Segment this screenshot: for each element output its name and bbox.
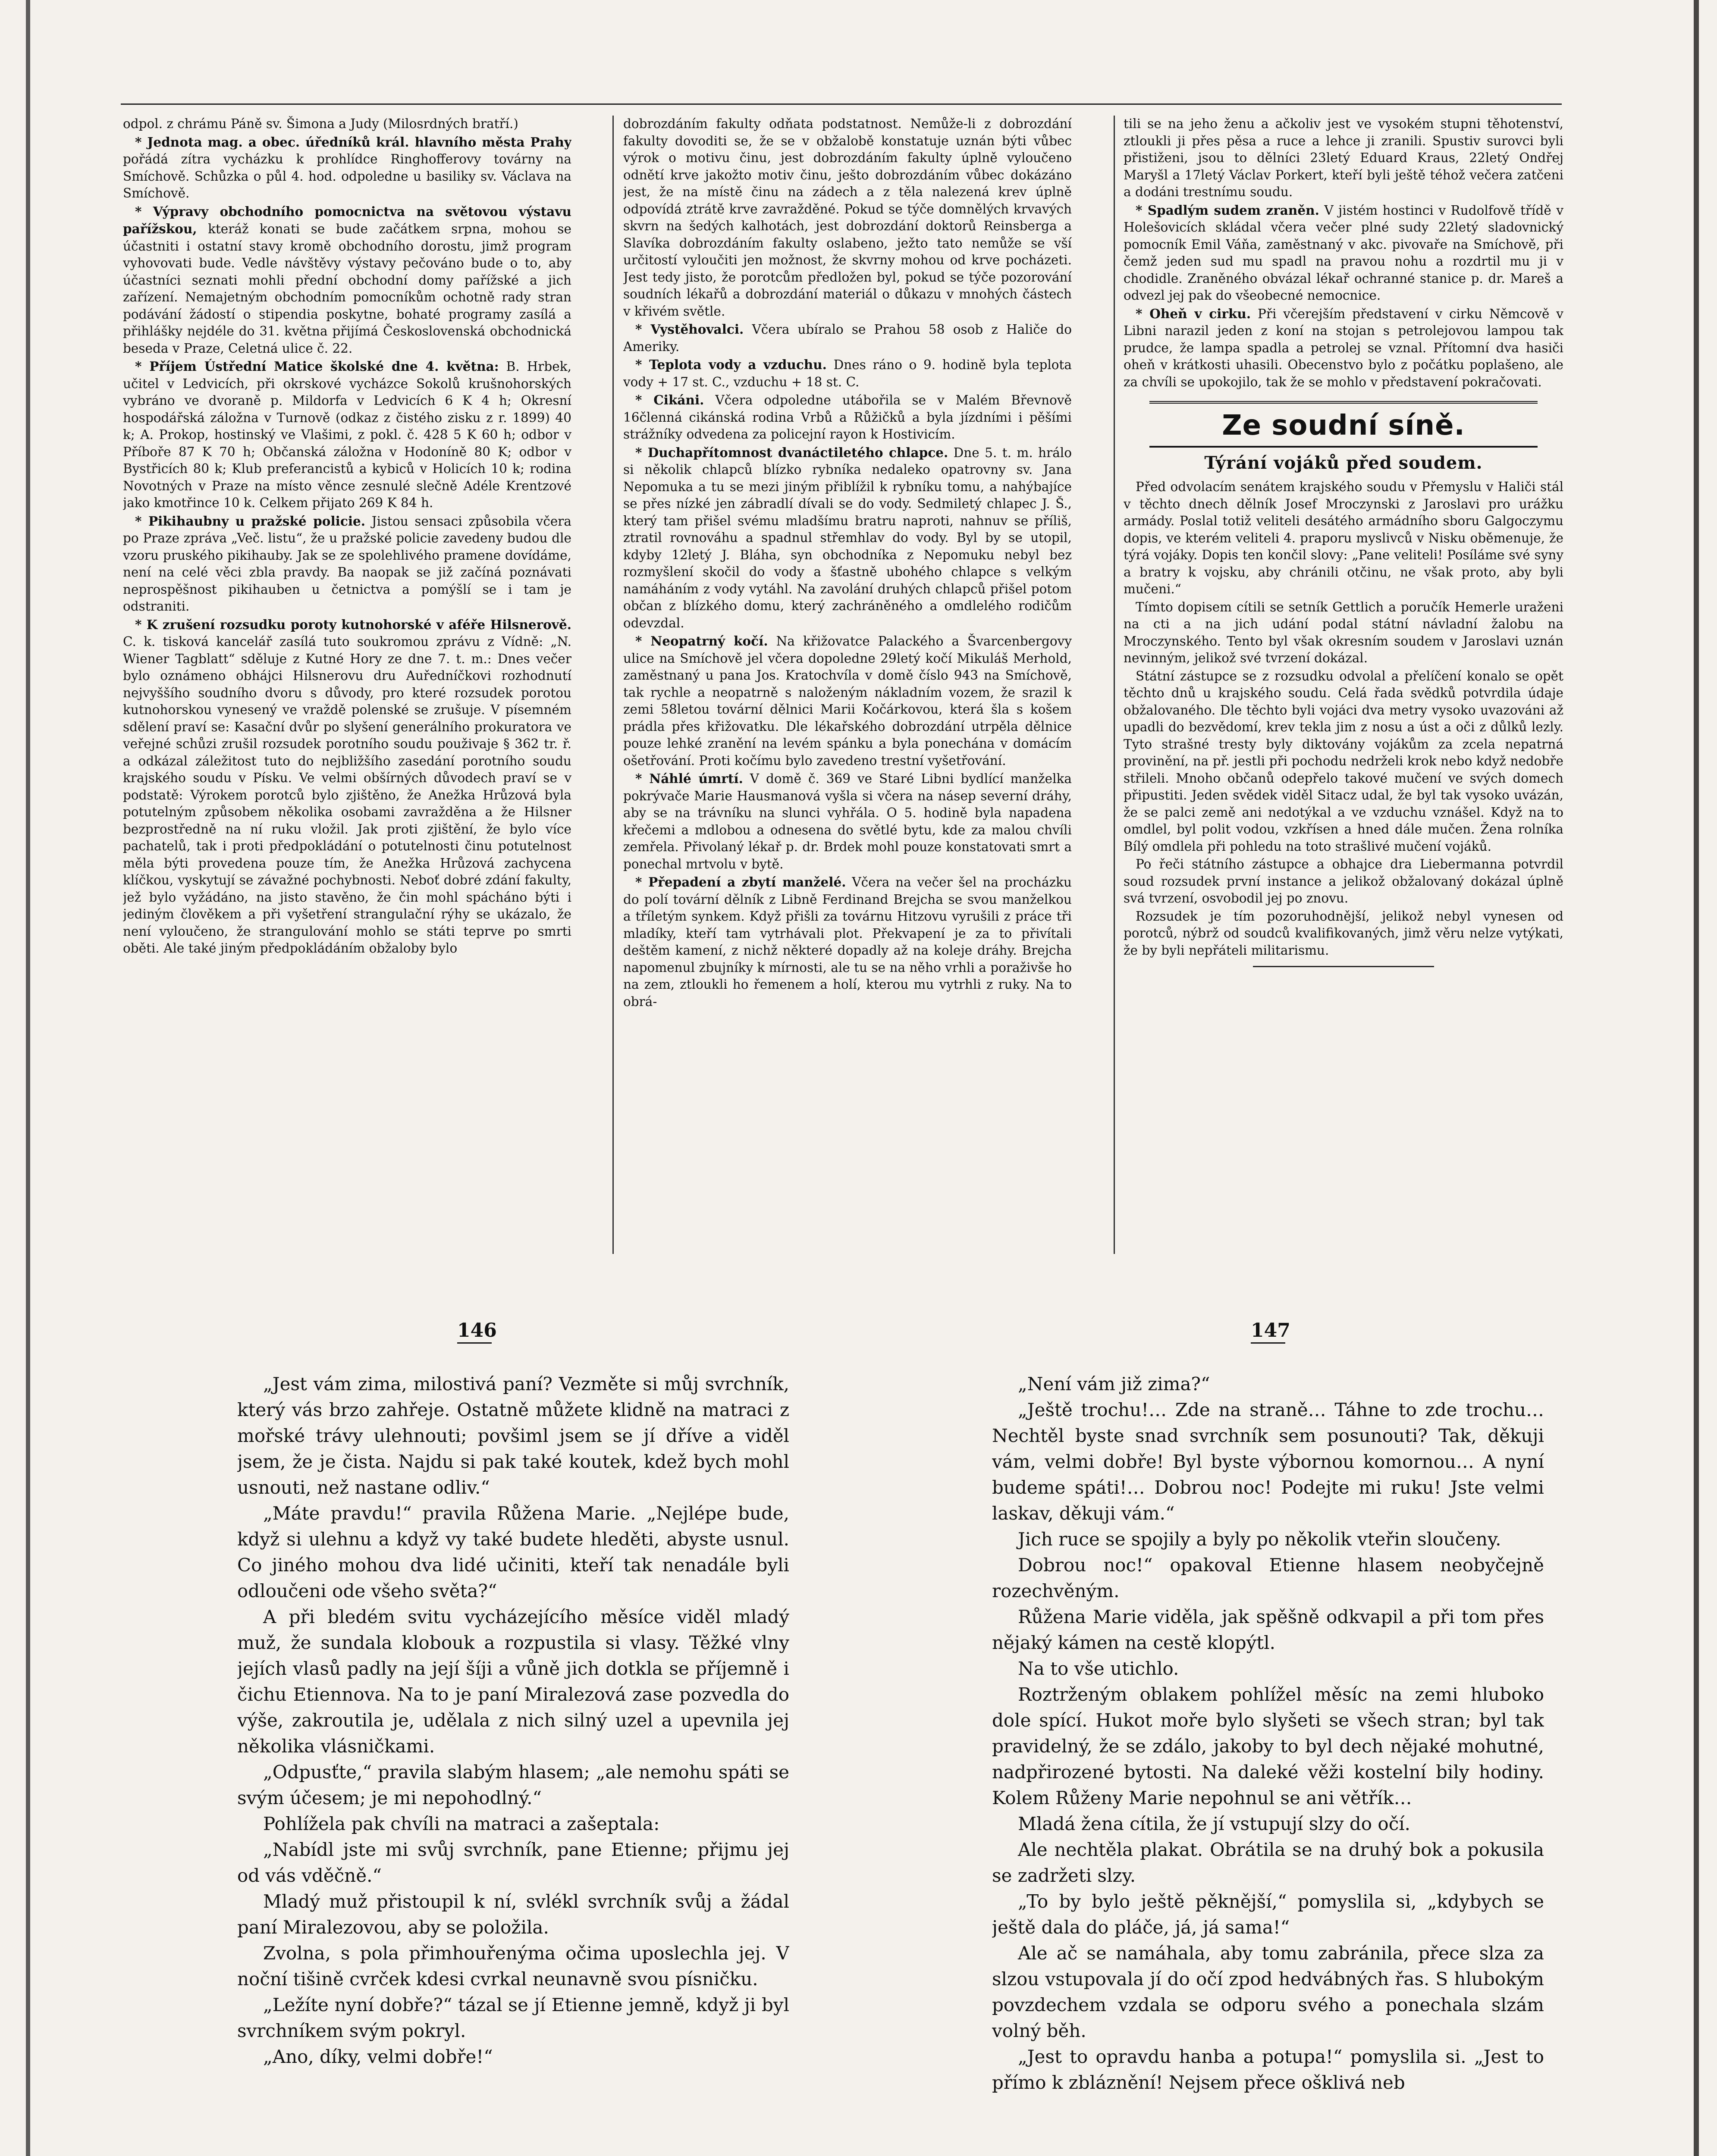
court-article-title: Týrání vojáků před soudem.: [1204, 453, 1483, 473]
news-item-heading: * Jednota mag. a obec. úředníků král. hlavního města Prahy: [135, 134, 571, 150]
news-item: [1124, 116, 1563, 201]
news-column-3: [1124, 116, 1563, 1254]
book-paragraph: „Jest vám zima, milostivá paní? Vezměte si můj svrchník, který vás brzo zahřeje. Ostatně můžete klidně na matraci z mořské trávy ulehnouti; povšiml jsem se jí dříve a viděl jsem, že je čista. Najdu si pak také koutek, kdež bych mohl usnouti, než nastane odliv.“: [237, 1373, 789, 1498]
column-end-rule: [1253, 966, 1434, 967]
book-paragraph: „Není vám již zima?“: [1018, 1373, 1210, 1395]
page-number-right: [1251, 1319, 1290, 1344]
section-header: [1149, 401, 1538, 448]
news-item: [623, 874, 1072, 1010]
news-item-text: Včera ubíralo se Prahou 58 osob z Haliče do Ameriky.: [623, 322, 1072, 354]
news-item-heading: * Spadlým sudem zraněn.: [1136, 202, 1319, 218]
news-item-text: Jistou sensaci způsobila včera po Praze zpráva „Več. listu“, že u pražské policie zavedeny budou dle vzoru pruského pikihauby. Jak se ze spolehlivého pramene dovídáme, není na celé věci zbla pravdy. Ba naopak se již začíná poznávati neprospěšnost pikihauben u četnictva a pomýšlí se i tam je odstraniti.: [123, 514, 571, 614]
book-paragraph: Na to vše utichlo.: [1018, 1658, 1179, 1679]
top-rule: [121, 103, 1562, 105]
news-item: [623, 444, 1072, 632]
news-item: [623, 321, 1072, 355]
newspaper-clipping: [123, 116, 1563, 1254]
column-divider: [1114, 116, 1115, 1254]
news-item-text: odpol. z chrámu Páně sv. Šimona a Judy (Milosrdných bratří.): [123, 116, 518, 131]
news-item-text: Dnes ráno o 9. hodině byla teplota vody + 17 st. C., vzduchu + 18 st. C.: [623, 357, 1072, 389]
news-item-text: tili se na jeho ženu a ačkoliv jest ve vysokém stupni těhotenství, ztloukli ji přes pěsa a ruce a lehce ji zranili. Spustiv surovci byli přistiženi, jsou to dělníci 23letý Eduard Kraus, 22letý Ondřej Maryšl a 17letý Václav Porkert, kteří byli ještě téhož večera zatčeni a dodáni trestnímu soudu.: [1124, 116, 1563, 199]
news-item: [623, 356, 1072, 391]
news-item-text: Dne 5. t. m. hrálo si několik chlapců blízko rybníka nedaleko opatrovny sv. Jana Nepomuka a tu se mezi jiným přiblížil k rybníku tomu, a nahýbajíce se přes nízké jen zábradlí dívali se do vody. Sedmiletý chlapec J. Š., který tam přišel svému mladšímu bratru naproti, nahnuv se příliš, ztratil rovnováhu a spadnul střemhlav do vody. Byl by se utopil, kdyby 12letý J. Bláha, syn obchodníka z Nepomuku nebyl bez rozmyšlení skočil do vody a šťastně ubohého chlapce s velkým namáháním z vody vytáhl. Na zavolání druhých chlapců přišel potom občan z blízkého domu, který zachráněného a omdlelého rodičům odevzdal.: [623, 445, 1072, 630]
court-paragraph: Před odvolacím senátem krajského soudu v Přemyslu v Haliči stál v těchto dnech dělník Josef Mroczynski z Jaroslavi pro urážku armády. Poslal totiž veliteli desátého armádního sboru Galgoczymu dopis, ve kterém veliteli 4. praporu myslivců v Nisku oběmenuje, že týrá vojáky. Dopis ten končil slovy: „Pane veliteli! Posíláme své syny a bratry k vojsku, aby chránili otčinu, ne však proto, aby byli mučeni.“: [1124, 479, 1563, 596]
court-paragraph: Tímto dopisem cítili se setník Gettlich a poručík Hemerle uraženi na cti a na jich udání podal státní návladní žalobu na Mroczynského. Tento byl však okresním soudem v Jaroslavi uznán nevinným, jelikož své tvrzení dokázal.: [1124, 599, 1563, 665]
scan-right-edge: [1694, 0, 1699, 2156]
book-paragraph: Dobrou noc!“ opakoval Etienne hlasem neobyčejně rozechvěným.: [992, 1554, 1544, 1601]
news-item-text: C. k. tisková kancelář zasílá tuto soukromou zprávu z Vídně: „N. Wiener Tagblatt“ sděluje z Kutné Hory ze dne 7. t. m.: Dnes večer bylo oznámeno obhájci Hilsnerovu dru Auředníčkovi rozhodnutí nejvyššího soudního dvoru s důvody, pro které rozsudek porotou kutnohorskou vynesený ve vraždě polenské se zrušuje. V písemném sdělení praví se: Kasační dvůr po slyšení generálního prokuratora ve veřejné schůzi zrušil rozsudek porotního soudu použivaje § 362 tr. ř. a odkázal záležitost tuto do nejbližšího zasedání porotního soudu krajského soudu v Písku. Ve velmi obšírných důvodech praví se v podstatě: Výrokem porotců bylo zjištěno, že Anežka Hrůzová byla potutelným způsobem několika osobami zavražděna a že Hilsner bezprostředně na ní ruku vložil. Jak proti zjištění, že bylo více pachatelů, tak i proti předpokládání o potutelnosti činu potutelnost měla býti provedena pouze tím, že Anežka Hrůzová zachycena klíčkou, vyskytují se závažné pochybnosti. Neboť dobré zdání fakulty, jež bylo vyžádáno, na jisto stavěno, že čin mohl spácháno býti i jediným člověkem a při vyšetření strangulační rýhy se ukázalo, že není vyloučeno, že strangulování mohlo se státi teprve po smrti oběti. Ale také jiným předpokládáním obžaloby bylo: [123, 634, 571, 956]
page-number-left: [457, 1319, 497, 1344]
news-item-heading: * Neopatrný kočí.: [635, 633, 768, 649]
book-paragraph: Mladý muž přistoupil k ní, svlékl svrchník svůj a žádal paní Miralezovou, aby se položila.: [237, 1891, 789, 1938]
news-item-text: Včera na večer šel na procházku do polí tovární dělník z Libně Ferdinand Brejcha se svou manželkou a tříletým synkem. Když přišli za továrnu Hitzovu vyrušili z práce tři mladíky, kteří tam vytrhávali plot. Překvapení je za to přivítali deštěm kamení, z nichž některé dopadly až na koleje dráhy. Brejcha napomenul zbujníky k mírnosti, ale tu se na něho vrhli a poraživše ho na zem, ztloukli ho řemenem a holí, kterou mu vytrhli z ruky. Na to obrá-: [623, 875, 1072, 1009]
news-column-1: [123, 116, 571, 1254]
book-paragraph: Růžena Marie viděla, jak spěšně odkvapil a při tom přes nějaký kámen na cestě klopýtl.: [992, 1606, 1544, 1653]
news-item-heading: * Cikáni.: [635, 392, 704, 407]
news-item-heading: * Výpravy obchodního pomocnictva na světovou výstavu pařížskou,: [123, 204, 571, 236]
court-paragraph: Rozsudek je tím pozoruhodnější, jelikož nebyl vynesen od porotců, nýbrž od soudců kvalifikovaných, jimž věru nelze vytýkati, že by byli nepřáteli militarismu.: [1124, 909, 1563, 958]
news-item-text: kteráž konati se bude začátkem srpna, mohou se účastniti i ostatní stavy kromě obchodního dorostu, jimž program vyhovovati bude. Vedle návštěvy výstavy pečováno bude o to, aby účastníci seznati mohli přední obchodní domy pařížské a jich zařízení. Nemajetným obchodním pomocníkům ochotně rady stran podávání žádostí o stipendia poskytne, bohaté programy zasílá a přihlášky nejdéle do 31. května přijímá Československá obchodnická beseda v Praze, Celetná ulice č. 22.: [123, 222, 571, 356]
book-paragraph: A při bledém svitu vycházejícího měsíce viděl mladý muž, že sundala klobouk a rozpustila si vlasy. Těžké vlny jejích vlasů padly na její šíji a vůně jich dotkla se příjemně i čichu Etiennova. Na to je paní Miralezová zase pozvedla do výše, zakroutila je, udělala z nich silný uzel a upevnila jej několika vlásničkami.: [237, 1606, 789, 1757]
news-item-heading: * Vystěhovalci.: [635, 322, 744, 337]
book-paragraph: Pohlížela pak chvíli na matraci a zašeptala:: [263, 1813, 660, 1834]
news-item-text: V jistém hostinci v Rudolfově třídě v Holešovicích skládal včera večer plné sudy 22letý sladovnický pomocník Emil Váňa, zaměstnaný v akc. pivovaře na Smíchově, při čemž jeden sud mu spadl na pravou nohu a rozdrtil mu ji v chodidle. Zraněného obvázal lékař ochranné stanice p. dr. Mareš a odvezl jej pak do všeobecné nemocnice.: [1124, 203, 1563, 303]
news-item: [1124, 305, 1563, 391]
book-paragraph: „Jest to opravdu hanba a potupa!“ pomyslila si. „Jest to přímo k zbláznění! Nejsem přece ošklivá neb: [992, 2046, 1544, 2093]
book-page-left: [237, 1371, 789, 2156]
news-item: [1124, 202, 1563, 304]
column-divider: [612, 116, 614, 1254]
book-paragraph: Ale nechtěla plakat. Obrátila se na druhý bok a pokusila se zadržeti slzy.: [992, 1839, 1544, 1886]
news-item: [123, 134, 571, 202]
news-item-text: pořádá zítra vycházku k prohlídce Ringhofferovy továrny na Smíchově. Schůzka o půl 4. hod. odpoledne u basiliky sv. Václava na Smíchově.: [123, 152, 571, 201]
book-paragraph: Jich ruce se spojily a byly po několik vteřin sloučeny.: [1018, 1529, 1501, 1550]
news-item-heading: * Pikihaubny u pražské policie.: [135, 513, 366, 529]
news-item-heading: * K zrušení rozsudku poroty kutnohorské v aféře Hilsnerově.: [135, 617, 571, 632]
news-item-heading: * Duchapřítomnost dvanáctiletého chlapce.: [635, 445, 948, 460]
news-item-heading: * Náhlé úmrtí.: [635, 771, 743, 786]
book-page-right: [992, 1371, 1544, 2156]
book-paragraph: „To by bylo ještě pěknější,“ pomyslila si, „kdybych se ještě dala do pláče, já, já sama!“: [992, 1891, 1544, 1938]
news-item: [623, 116, 1072, 320]
news-item-text: V domě č. 369 ve Staré Libni bydlící manželka pokrývače Marie Hausmanová vyšla si včera na násep severní dráhy, aby se na trávníku na slunci vyhřála. O 5. hodině byla napadena křečemi a mdlobou a odnesena do světlé bytu, kde za malou chvíli zemřela. Přivolaný lékař p. dr. Brdek mohl pouze konstatovati smrt a ponechal mrtvolu v bytě.: [623, 771, 1072, 871]
news-item-heading: * Oheň v cirku.: [1136, 306, 1251, 321]
book-paragraph: Zvolna, s pola přimhouřenýma očima uposlechla jej. V noční tišině cvrček kdesi cvrkal neunavně svou písničku.: [237, 1943, 789, 1990]
book-paragraph: „Máte pravdu!“ pravila Růžena Marie. „Nejlépe bude, když si ulehnu a když vy také budete hleděti, abyste usnul. Co jiného mohou dva lidé učiniti, kteří tak nenadále byli odloučeni ode všeho světa?“: [237, 1503, 789, 1601]
page-number-underline: [457, 1342, 492, 1344]
news-item: [623, 392, 1072, 443]
news-item: [623, 633, 1072, 769]
book-paragraph: „Odpusťte,“ pravila slabým hlasem; „ale nemohu spáti se svým účesem; je mi nepohodlný.“: [237, 1761, 789, 1808]
book-paragraph: „Ano, díky, velmi dobře!“: [263, 2046, 493, 2067]
news-item-text: Na křižovatce Palackého a Švarcenbergovy ulice na Smíchově jel včera dopoledne 29letý kočí Mikuláš Merhold, zaměstnaný u pana Jos. Kratochvíla v domě číslo 943 na Smíchově, tak rychle a neopatrně s naloženým nákladním vozem, že srazil k zemi 58letou tovární dělnici Marii Kočárkovou, která šla s košem prádla přes křižovatku. Dle lékařského dobrozdání utrpěla dělnice pouze lehké zranění na levém spánku a byla ponechána v domácím ošetřování. Proti kočímu bylo zavedeno trestní vyšetřování.: [623, 634, 1072, 768]
book-paragraph: „Ležíte nyní dobře?“ tázal se jí Etienne jemně, když ji byl svrchníkem svým pokryl.: [237, 1994, 789, 2041]
news-item: [123, 203, 571, 357]
scan-left-edge: [26, 0, 30, 2156]
page-number-text: 147: [1251, 1319, 1290, 1341]
news-item: [123, 358, 571, 512]
news-item-heading: * Přepadení a zbytí manželé.: [635, 874, 846, 890]
book-paragraph: „Nabídl jste mi svůj svrchník, pane Etienne; přijmu jej od vás vděčně.“: [237, 1839, 789, 1886]
news-column-2: [623, 116, 1072, 1254]
page-number-underline: [1251, 1342, 1285, 1344]
news-item-heading: * Příjem Ústřední Matice školské dne 4. května:: [135, 359, 499, 374]
section-title: Ze soudní síně.: [1222, 410, 1465, 442]
news-item: [123, 116, 571, 133]
book-paragraph: Roztrženým oblakem pohlížel měsíc na zemi hluboko dole spící. Hukot moře bylo slyšeti se všech stran; byl tak pravidelný, že se zdálo, jakoby to byl dech nějaké mohutné, nadpřirozené bytosti. Na daleké věži kostelní bily hodiny. Kolem Růženy Marie nepohnul se ani větřík…: [992, 1684, 1544, 1808]
book-paragraph: Mladá žena cítila, že jí vstupují slzy do očí.: [1018, 1813, 1411, 1834]
news-item: [623, 770, 1072, 873]
news-item-text: B. Hrbek, učitel v Ledvicích, při okrskové vycházce Sokolů krušnohorských vybráno ve dvoraně p. Mildorfa v Ledvicích 6 K 4 h; Okresní hospodářská záložna v Turnově (odkaz z čistého zisku z r. 1899) 40 k; A. Prokop, hostinský ve Vlašimi, z pokl. č. 428 5 K 60 h; odbor v Příboře 87 K 70 h; Občanská záložna v Hodoníně 80 K; odbor v Bystřicích 80 k; Klub preferancistů a kybiců v Holicích 10 k; rodina Novotných v Praze na místo věnce zesnulé slečně Adéle Krentzové jako kmotřince 10 k. Celkem přijato 269 K 84 h.: [123, 359, 571, 510]
news-item-heading: * Teplota vody a vzduchu.: [635, 357, 827, 372]
news-item-text: Při včerejším představení v cirku Němcově v Libni narazil jeden z koní na stojan s petrolejovou lampou tak prudce, že lampa spadla a petrolej se vznal. Přítomní dva hasiči oheň v krátkosti uhasili. Obecenstvo bylo z počátku poplašeno, ale za chvíli se upokojilo, tak že se mohlo v představení pokračovati.: [1124, 306, 1563, 389]
news-item: [123, 616, 571, 957]
book-paragraph: Ale ač se namáhala, aby tomu zabránila, přece slza za slzou vstupovala jí do očí zpod hedvábných řas. S hlubokým povzdechem vzdala se odporu svého a ponechala slzám volný běh.: [992, 1943, 1544, 2041]
book-paragraph: „Ještě trochu!… Zde na straně… Táhne to zde trochu… Nechtěl byste snad svrchník sem posunouti? Tak, děkuji vám, velmi dobře! Byl byste výbornou komornou… A nyní budeme spáti!… Dobrou noc! Podejte mi ruku! Jste velmi laskav, děkuji vám.“: [992, 1399, 1544, 1524]
court-paragraph: Státní zástupce se z rozsudku odvolal a přelíčení konalo se opět těchto dnů u krajského soudu. Celá řada svědků potvrdila údaje obžalovaného. Dle těchto byli vojáci dva metry vysoko uvazováni až upadli do bezvědomí, krev tekla jim z nosu a úst a oči z důlků lezly. Tyto strašné tresty byly diktovány vojákům za zcela nepatrná provinění, na př. jestli při pochodu nedrželi krok nebo když nedobře střileli. Mnoho občanů odepřelo takové mučení ve svých domech připustiti. Jeden svědek viděl Sitacz udal, že byl tak vysoko uvázán, že se palci země ani nedotýkal a ve vzduchu vznášel. Když na to omdlel, byl polit vodou, vzkřísen a hned dále mučen. Žena rolníka Bílý omdlela při pohledu na toto strašlivé mučení vojáků.: [1124, 668, 1563, 854]
news-item-text: dobrozdáním fakulty odňata podstatnost. Nemůže-li z dobrozdání fakulty dovoditi se, že se v obžalobě konstatuje uznán býti vůbec výrok o motivu činu, jest dobrozdáním fakulty úplně vyloučeno odnětí krve jakožto motiv činu, ješto dobrozdáním vůbec dokázáno jest, že na místě činu na zádech a z těla nalezená krev úplně odpovídá ztrátě krve zavražděné. Pokud se týče domnělých krvavých skvrn na šedých kalhotách, jest dobrozdání doktorů Reinsberga a Slavíka dobrozdáním fakulty oslabeno, ježto tato nemůže se vší určitostí vyloučiti jen možnost, že skvrny mohou od krve pocházeti. Jest tedy jisto, že porotcům předložen byl, pokud se týče pozorování soudních lékařů a dobrozdání materiál o důkazu v mnohých částech v křivém světle.: [623, 116, 1072, 319]
page-number-text: 146: [457, 1319, 497, 1341]
news-item: [123, 513, 571, 615]
news-item-text: Včera odpoledne utábořila se v Malém Břevnově 16členná cikánská rodina Vrbů a Růžičků a byla jízdními i pěšími strážníky odvedena za policejní rayon k Hostivicím.: [623, 393, 1072, 442]
court-paragraph: Po řeči státního zástupce a obhajce dra Liebermanna potvrdil soud rozsudek první instance a jelikož obžalovaný dokázal úplně svá tvrzení, osvobodil jej po znovu.: [1124, 857, 1563, 906]
